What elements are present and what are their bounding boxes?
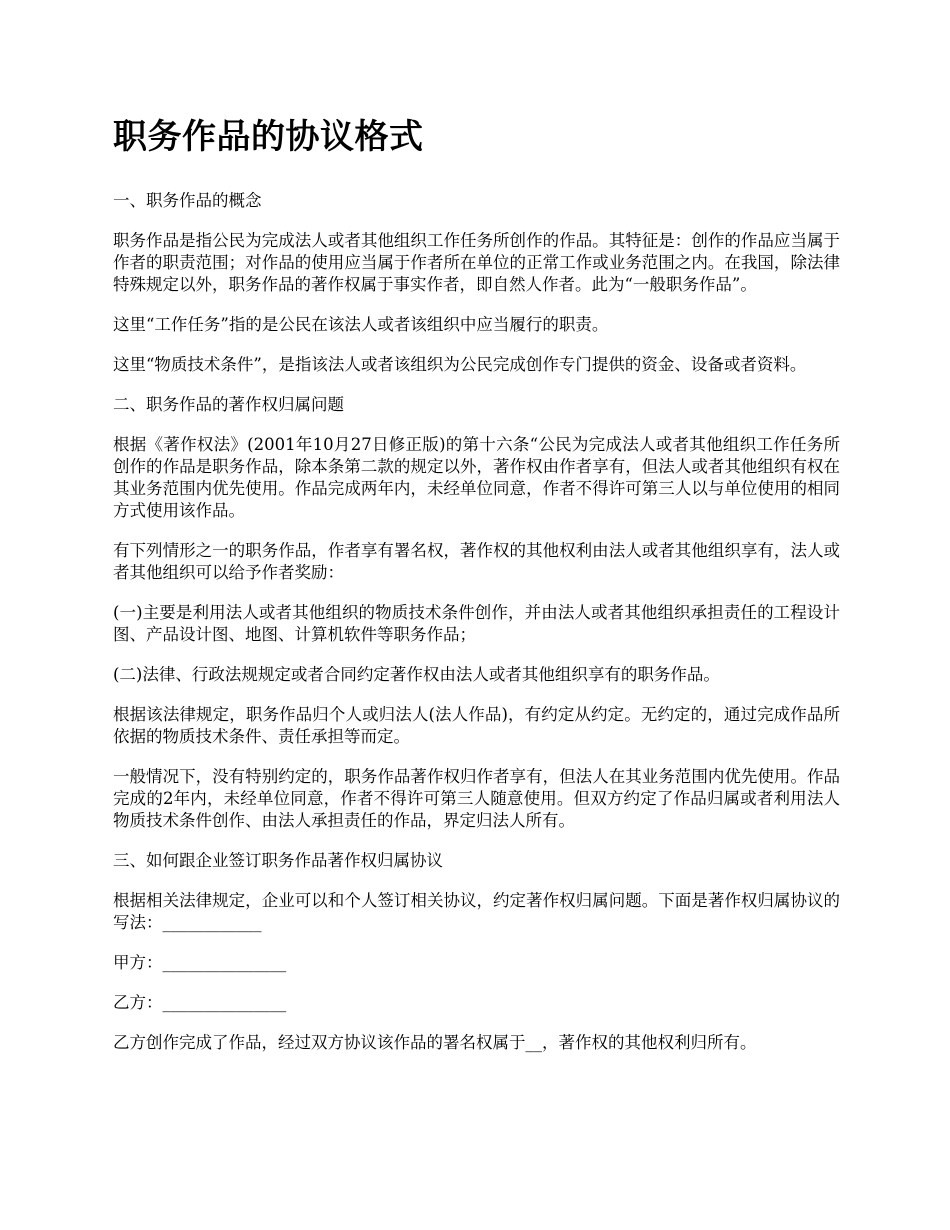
paragraph: 乙方创作完成了作品，经过双方协议该作品的署名权属于__，著作权的其他权利归所有。 — [113, 1033, 757, 1052]
document-page — [113, 112, 840, 1072]
paragraph: 根据相关法律规定，企业可以和个人签订相关协议，约定著作权归属问题。下面是著作权归属协议的写法：____________ — [113, 891, 840, 932]
party-b-line: 乙方：_______________ — [113, 993, 287, 1012]
paragraph: 有下列情形之一的职务作品，作者享有署名权，著作权的其他权利由法人或者其他组织享有，法人或者其他组织可以给予作者奖励： — [113, 541, 840, 582]
section-heading-1: 一、职务作品的概念 — [113, 191, 262, 210]
party-a-line: 甲方：_______________ — [113, 953, 287, 972]
section-heading-3: 三、如何跟企业签订职务作品著作权归属协议 — [113, 851, 443, 870]
paragraph: 根据该法律规定，职务作品归个人或归法人(法人作品)，有约定从约定。无约定的，通过完成作品所依据的物质技术条件、责任承担等而定。 — [113, 705, 840, 746]
paragraph: (二)法律、行政法规规定或者合同约定著作权由法人或者其他组织享有的职务作品。 — [113, 665, 720, 684]
section-heading-2: 二、职务作品的著作权归属问题 — [113, 395, 344, 414]
paragraph: 这里“工作任务”指的是公民在该法人或者该组织中应当履行的职责。 — [113, 315, 609, 334]
paragraph: 职务作品是指公民为完成法人或者其他组织工作任务所创作的作品。其特征是：创作的作品应当属于作者的职责范围；对作品的使用应当属于作者所在单位的正常工作或业务范围之内。在我国，除法律特殊规定以外，职务作品的著作权属于事实作者，即自然人作者。此为“一般职务作品”。 — [113, 231, 840, 294]
paragraph: 根据《著作权法》(2001年10月27日修正版)的第十六条“公民为完成法人或者其他组织工作任务所创作的作品是职务作品，除本条第二款的规定以外，著作权由作者享有，但法人或者其他组织有权在其业务范围内优先使用。作品完成两年内，未经单位同意，作者不得许可第三人以与单位使用的相同方式使用该作品。 — [113, 435, 840, 520]
paragraph: (一)主要是利用法人或者其他组织的物质技术条件创作，并由法人或者其他组织承担责任的工程设计图、产品设计图、地图、计算机软件等职务作品； — [113, 603, 840, 644]
paragraph: 这里“物质技术条件”，是指该法人或者该组织为公民完成创作专门提供的资金、设备或者资料。 — [113, 355, 807, 374]
document-title: 职务作品的协议格式 — [113, 117, 424, 157]
paragraph: 一般情况下，没有特别约定的，职务作品著作权归作者享有，但法人在其业务范围内优先使用。作品完成的2年内，未经单位同意，作者不得许可第三人随意使用。但双方约定了作品归属或者利用法人物质技术条件创作、由法人承担责任的作品，界定归法人所有。 — [113, 767, 840, 830]
